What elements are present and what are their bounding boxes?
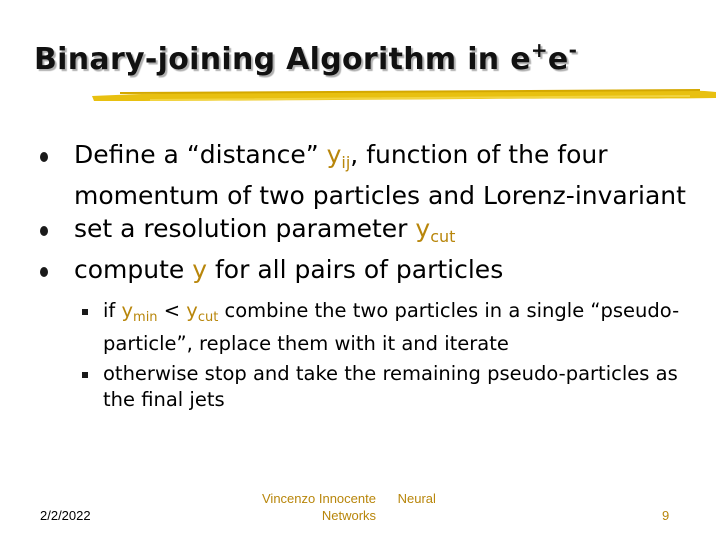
bullet-item: Define a “distance” $y_{ij}$, function of the four momentum of two particles and Lorenz-invariant [40, 138, 700, 212]
bullet-dot-icon [40, 226, 48, 236]
sub-bullet-item: if $y_{min} < y_{cut}$ combine the two particles in a single “pseudo-particle”, replace them with it and iterate [40, 298, 700, 357]
bullet-list [40, 138, 700, 413]
page-number: 9 [662, 508, 670, 523]
square-bullet-icon [82, 309, 88, 315]
sub-bullet-list [40, 298, 700, 413]
sub-bullet-item: otherwise stop and take the remaining pseudo-particles as the final jets [40, 361, 700, 413]
bullet-item: set a resolution parameter $y_{cut}$ [40, 212, 700, 253]
footer-author: Vincenzo Innocente Neural Networks [262, 491, 436, 523]
bullet-dot-icon [40, 152, 48, 162]
slide-title: Binary-joining Algorithm in e+e- [34, 38, 578, 77]
square-bullet-icon [82, 372, 88, 378]
footer-date: 2/2/2022 [40, 508, 91, 523]
title-underline [90, 86, 718, 104]
bullet-dot-icon [40, 267, 48, 277]
bullet-item: compute y for all pairs of particles [40, 253, 700, 286]
